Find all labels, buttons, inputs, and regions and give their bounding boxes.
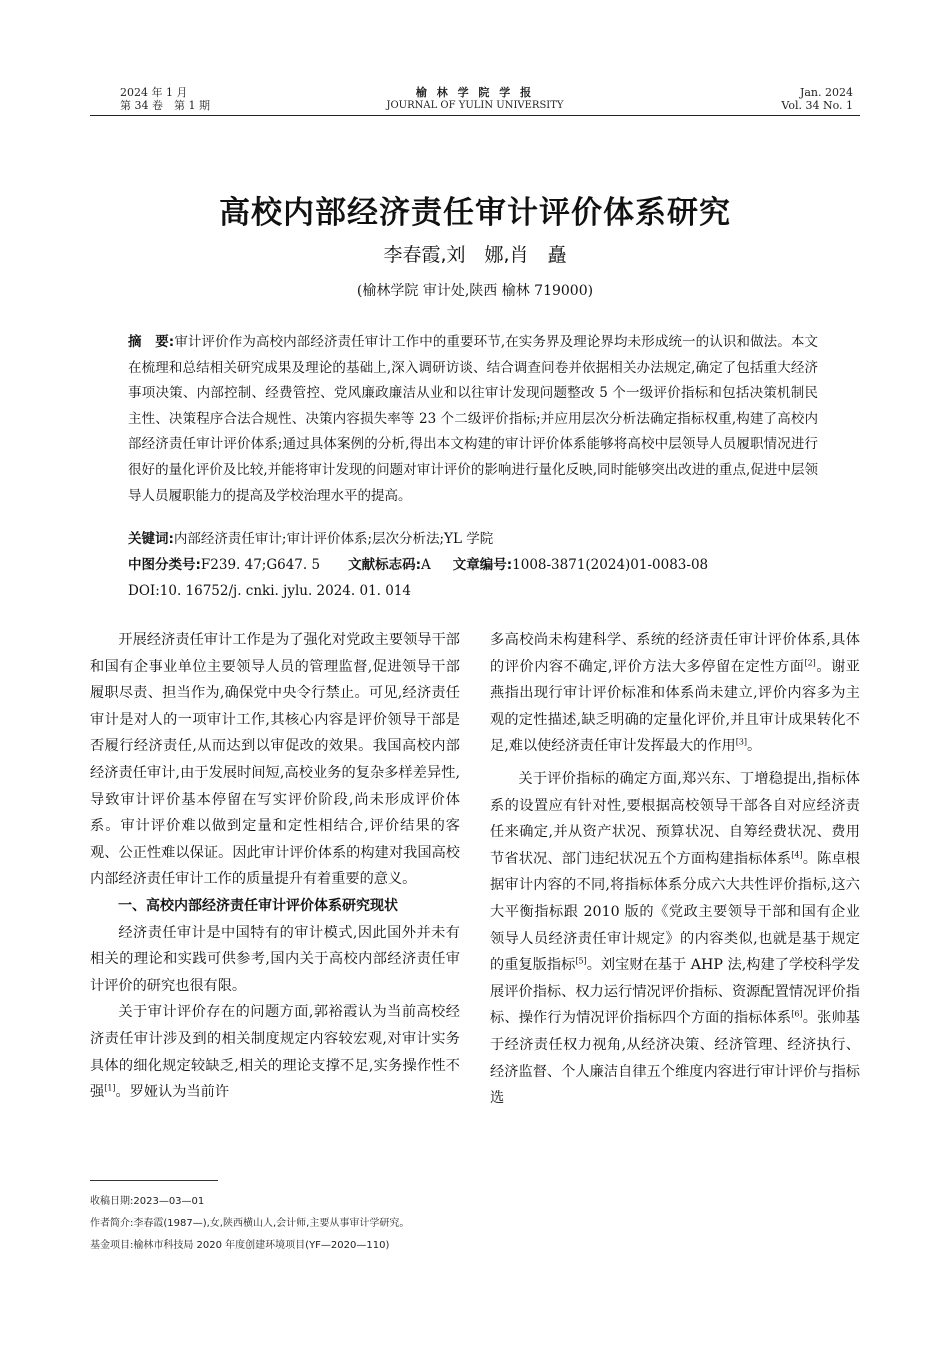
paragraph-text: 关于评价指标的确定方面,郑兴东、丁增稳提出,指标体系的设置应有针对性,要根据高校领导干部各自对应经济责任来确定,并从资产状况、预算状况、自筹经费状况、费用节省状况、部门违纪状况五个方面构建指标体系 [490,770,860,867]
citation-ref[interactable]: [6] [791,1009,803,1019]
doc-code-value: A [420,557,431,573]
issue-volume: 第 34 卷 第 1 期 [120,99,210,112]
footnote-divider [90,1180,218,1181]
paragraph: 开展经济责任审计工作是为了强化对党政主要领导干部和国有企事业单位主要领导人员的管理监督,促进领导干部履职尽责、担当作为,确保党中央令行禁止。可见,经济责任审计是对人的一项审计工作,其核心内容是评价领导干部是否履行经济责任,从而达到以审促改的效果。我国高校内部经济责任审计,由于发展时间短,高校业务的复杂多样差异性,导致审计评价基本停留在写实评价阶段,尚未形成评价体系。审计评价难以做到定量和定性相结合,评价结果的客观、公正性难以保证。因此审计评价体系的构建对我国高校内部经济责任审计工作的质量提升有着重要的意义。 [90,632,460,888]
classification-line [128,554,828,576]
citation-ref[interactable]: [2] [804,657,816,667]
keywords [128,528,828,550]
issue-volume-en: Vol. 34 No. 1 [781,99,853,112]
journal-name-en: JOURNAL OF YULIN UNIVERSITY [386,100,564,111]
paragraph-text: 。罗娅认为当前许 [115,1084,230,1101]
doi: DOI:10. 16752/j. cnki. jylu. 2024. 01. 014 [128,583,412,599]
paragraph-text: 。谢亚燕指出现行审计评价标准和体系尚未建立,评价内容多为主观的定性描述,缺乏明确的定量化评价,并且审计成果转化不足,难以使经济责任审计发挥最大的作用 [490,658,860,755]
paragraph-text: 多高校尚未构建科学、系统的经济责任审计评价体系,具体的评价内容不确定,评价方法大多停留在定性方面 [490,632,860,675]
issue-date-en: Jan. 2024 [799,86,853,99]
section-heading: 一、高校内部经济责任审计评价体系研究现状 [118,897,398,914]
header-divider [90,115,860,116]
abstract [128,330,818,509]
citation-ref[interactable]: [4] [791,850,803,860]
paragraph-text: 。 [747,738,762,755]
paragraph [90,999,460,1105]
paragraph-text: 。陈卓根据审计内容的不同,将指标体系分成六大共性评价指标,这六大平衡指标跟 2010 版的《党政主要领导干部和国有企业领导人员经济责任审计规定》的内容类似,也就是基于规定的重复版指标 [490,850,860,974]
abstract-label: 摘 要: [128,334,175,350]
clc-value: F239. 47;G647. 5 [200,557,321,573]
footnote-received: 收稿日期:2023—03—01 [90,1196,205,1207]
paragraph [490,766,860,1112]
abstract-text: 审计评价作为高校内部经济责任审计工作中的重要环节,在实务界及理论界均未形成统一的认识和做法。本文在梳理和总结相关研究成果及理论的基础上,深入调研访谈、结合调查问卷并依据相关办法规定,确定了包括重大经济事项决策、内部控制、经费管控、党风廉政廉洁从业和以往审计发现问题整改 5 个一级评价指标和包括决策机制民主性、决策程序合法合规性、决策内容损失率等 23 个二级评价指标;并应用层次分析法确定指标权重,构建了高校内部经济责任审计评价体系;通过具体案例的分析,得出本文构建的审计评价体系能够将高校中层领导人员履职情况进行很好的量化评价及比较,并能将审计发现的问题对审计评价的影响进行量化反映,同时能够突出改进的重点,促进中层领导人员履职能力的提高及学校治理水平的提高。 [128,334,818,504]
article-no-label: 文章编号: [452,557,513,573]
paragraph [490,627,860,760]
journal-name-cn: 榆 林 学 院 学 报 [415,86,535,99]
keywords-label: 关键词: [128,531,174,547]
footnote-author-bio: 作者简介:李春霞(1987—),女,陕西横山人,会计师,主要从事审计学研究。 [90,1218,410,1229]
clc-label: 中图分类号: [128,557,201,573]
issue-info-en [781,86,853,112]
body-right-column [490,627,860,1112]
paragraph: 经济责任审计是中国特有的审计模式,因此国外并未有相关的理论和实践可供参考,国内关于高校内部经济责任审计评价的研究也很有限。 [90,924,460,994]
doc-code-label: 文献标志码: [348,557,421,573]
footnote-fund: 基金项目:榆林市科技局 2020 年度创建环境项目(YF—2020—110) [90,1240,390,1251]
author-affiliation: (榆林学院 审计处,陕西 榆林 719000) [356,283,594,299]
paragraph-text: 关于审计评价存在的问题方面,郭裕霞认为当前高校经济责任审计涉及到的相关制度规定内容较宏观,对审计实务具体的细化规定较缺乏,相关的理论支撑不足,实务操作性不强 [90,1004,460,1101]
citation-ref[interactable]: [5] [575,956,587,966]
article-title: 高校内部经济责任审计评价体系研究 [219,195,731,231]
citation-ref[interactable]: [3] [735,737,748,747]
citation-ref[interactable]: [1] [104,1083,116,1093]
paragraph-text: 。张帅基于经济责任权力视角,从经济决策、经济管理、经济执行、经济监督、个人廉洁自律五个维度内容进行审计评价与指标选 [490,1010,860,1107]
body-left-column [90,627,460,1106]
keywords-text: 内部经济责任审计;审计评价体系;层次分析法;YL 学院 [173,531,494,547]
article-no-value: 1008-3871(2024)01-0083-08 [512,557,709,573]
issue-date: 2024 年 1 月 [120,86,188,99]
paragraph-text: 。刘宝财在基于 AHP 法,构建了学校科学发展评价指标、权力运行情况评价指标、资源配置情况评价指标、操作行为情况评价指标四个方面的指标体系 [490,957,860,1027]
article-authors: 李春霞,刘 娜,肖 矗 [383,244,567,266]
